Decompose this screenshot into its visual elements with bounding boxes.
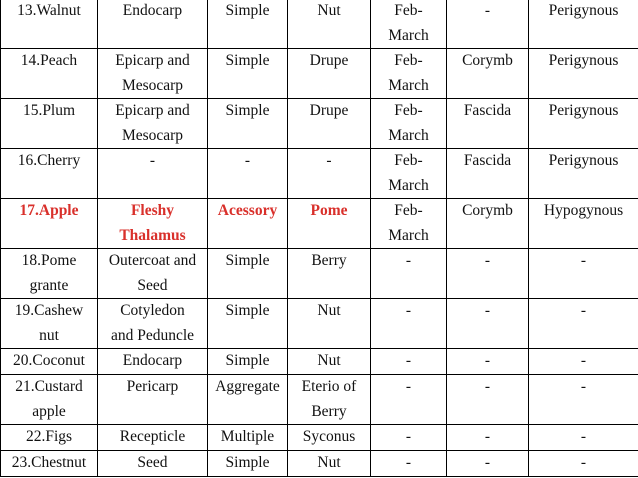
fruit-name-cell: 19.Cashew nut bbox=[1, 299, 98, 349]
fruit-type-cell: Nut bbox=[288, 299, 371, 349]
flowering-season-cell: - bbox=[371, 349, 447, 375]
ovary-position-cell: Hypogynous bbox=[529, 199, 638, 249]
fruit-class-cell: Simple bbox=[208, 99, 288, 149]
fruit-name-cell: 22.Figs bbox=[1, 425, 98, 451]
ovary-position-cell: - bbox=[529, 375, 638, 425]
inflorescence-cell: Fascida bbox=[447, 149, 529, 199]
fruit-type-cell: Berry bbox=[288, 249, 371, 299]
flowering-season-cell: Feb- March bbox=[371, 99, 447, 149]
flowering-season-cell: - bbox=[371, 425, 447, 451]
ovary-position-cell: Perigynous bbox=[529, 99, 638, 149]
flowering-season-cell: Feb- March bbox=[371, 149, 447, 199]
ovary-position-cell: - bbox=[529, 249, 638, 299]
inflorescence-cell: - bbox=[447, 375, 529, 425]
flowering-season-cell: - bbox=[371, 249, 447, 299]
flowering-season-cell: Feb- March bbox=[371, 199, 447, 249]
inflorescence-cell: Corymb bbox=[447, 49, 529, 99]
fruit-class-cell: Aggregate bbox=[208, 375, 288, 425]
ovary-position-cell: Perigynous bbox=[529, 0, 638, 49]
ovary-position-cell: - bbox=[529, 349, 638, 375]
fruit-name-cell: 20.Coconut bbox=[1, 349, 98, 375]
table-row bbox=[1, 425, 638, 451]
inflorescence-cell: - bbox=[447, 425, 529, 451]
edible-part-cell: Endocarp bbox=[98, 0, 208, 49]
edible-part-cell: Epicarp and Mesocarp bbox=[98, 99, 208, 149]
inflorescence-cell: Fascida bbox=[447, 99, 529, 149]
fruit-type-cell: Drupe bbox=[288, 49, 371, 99]
fruit-class-cell: - bbox=[208, 149, 288, 199]
inflorescence-cell: - bbox=[447, 349, 529, 375]
edible-part-cell: Pericarp bbox=[98, 375, 208, 425]
fruit-class-cell: Simple bbox=[208, 49, 288, 99]
table-row bbox=[1, 149, 638, 199]
fruit-name-cell: 17.Apple bbox=[1, 199, 98, 249]
fruit-type-cell: Eterio of Berry bbox=[288, 375, 371, 425]
edible-part-cell: Fleshy Thalamus bbox=[98, 199, 208, 249]
edible-part-cell: Cotyledon and Peduncle bbox=[98, 299, 208, 349]
fruit-name-cell: 21.Custard apple bbox=[1, 375, 98, 425]
table-row bbox=[1, 375, 638, 425]
fruit-name-cell: 14.Peach bbox=[1, 49, 98, 99]
edible-part-cell: Seed bbox=[98, 451, 208, 477]
fruit-class-cell: Simple bbox=[208, 451, 288, 477]
flowering-season-cell: - bbox=[371, 451, 447, 477]
fruit-name-cell: 18.Pome grante bbox=[1, 249, 98, 299]
ovary-position-cell: - bbox=[529, 425, 638, 451]
edible-part-cell: Recepticle bbox=[98, 425, 208, 451]
table-row-highlighted bbox=[1, 199, 638, 249]
inflorescence-cell: Corymb bbox=[447, 199, 529, 249]
inflorescence-cell: - bbox=[447, 451, 529, 477]
edible-part-cell: Epicarp and Mesocarp bbox=[98, 49, 208, 99]
table-row bbox=[1, 299, 638, 349]
fruit-class-cell: Simple bbox=[208, 249, 288, 299]
fruit-type-cell: Drupe bbox=[288, 99, 371, 149]
fruit-type-cell: Nut bbox=[288, 0, 371, 49]
flowering-season-cell: Feb- March bbox=[371, 0, 447, 49]
fruit-class-cell: Simple bbox=[208, 299, 288, 349]
table-row bbox=[1, 99, 638, 149]
fruit-type-cell: - bbox=[288, 149, 371, 199]
table-row bbox=[1, 0, 638, 49]
edible-part-cell: - bbox=[98, 149, 208, 199]
fruit-type-cell: Pome bbox=[288, 199, 371, 249]
ovary-position-cell: Perigynous bbox=[529, 49, 638, 99]
inflorescence-cell: - bbox=[447, 249, 529, 299]
ovary-position-cell: - bbox=[529, 451, 638, 477]
flowering-season-cell: - bbox=[371, 299, 447, 349]
table-row bbox=[1, 451, 638, 477]
edible-part-cell: Endocarp bbox=[98, 349, 208, 375]
fruit-name-cell: 13.Walnut bbox=[1, 0, 98, 49]
inflorescence-cell: - bbox=[447, 299, 529, 349]
table-row bbox=[1, 49, 638, 99]
fruit-type-cell: Syconus bbox=[288, 425, 371, 451]
flowering-season-cell: - bbox=[371, 375, 447, 425]
ovary-position-cell: - bbox=[529, 299, 638, 349]
ovary-position-cell: Perigynous bbox=[529, 149, 638, 199]
fruit-name-cell: 16.Cherry bbox=[1, 149, 98, 199]
inflorescence-cell: - bbox=[447, 0, 529, 49]
fruit-class-cell: Simple bbox=[208, 349, 288, 375]
fruit-type-cell: Nut bbox=[288, 349, 371, 375]
table-row bbox=[1, 349, 638, 375]
fruit-class-cell: Acessory bbox=[208, 199, 288, 249]
fruit-type-cell: Nut bbox=[288, 451, 371, 477]
fruit-class-cell: Multiple bbox=[208, 425, 288, 451]
flowering-season-cell: Feb- March bbox=[371, 49, 447, 99]
table-row bbox=[1, 249, 638, 299]
fruit-class-cell: Simple bbox=[208, 0, 288, 49]
fruit-name-cell: 23.Chestnut bbox=[1, 451, 98, 477]
edible-part-cell: Outercoat and Seed bbox=[98, 249, 208, 299]
fruit-name-cell: 15.Plum bbox=[1, 99, 98, 149]
